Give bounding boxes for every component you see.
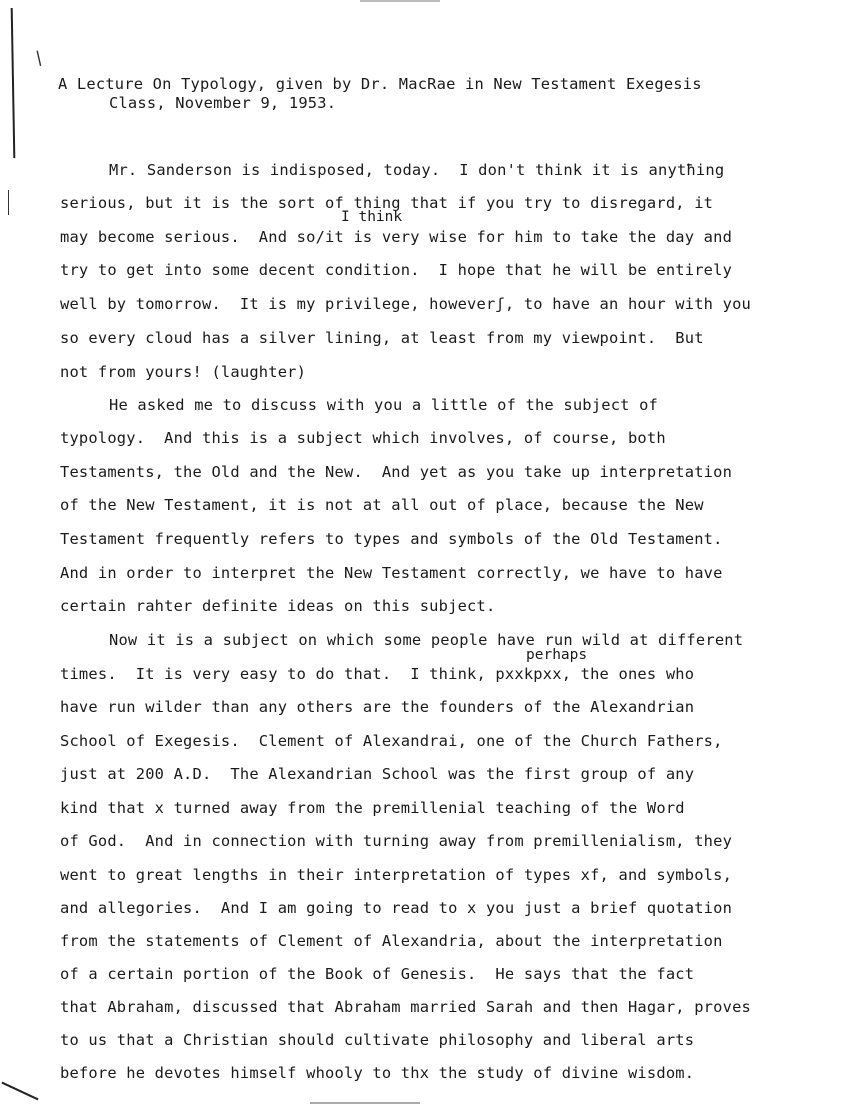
body-line: to us that a Christian should cultivate philosophy and liberal arts [60,1031,695,1049]
pencil-mark: / [31,47,47,70]
lecture-title-line-1: A Lecture On Typology, given by Dr. MacRae in New Testament Exegesis [58,75,702,93]
body-line: from the statements of Clement of Alexandria, about the interpretation [60,932,723,950]
body-line: Mr. Sanderson is indisposed, today. I don't think it is anytħing [109,161,725,179]
body-line: so every cloud has a silver lining, at least from my viewpoint. But [60,329,704,347]
margin-rule [11,8,16,158]
body-line: not from yours! (laughter) [60,363,307,381]
top-smudge [360,0,440,2]
body-line: of a certain portion of the Book of Genesis. He says that the fact [60,965,695,983]
body-line: Testaments, the Old and the New. And yet as you take up interpretation [60,463,733,481]
body-line: that Abraham, discussed that Abraham married Sarah and then Hagar, proves [60,998,752,1016]
body-line: before he devotes himself whooly to thx the study of divine wisdom. [60,1064,695,1082]
body-line: kind that x turned away from the premillenial teaching of the Word [60,799,685,817]
body-line: of God. And in connection with turning away from premillenialism, they [60,832,733,850]
body-line: went to great lengths in their interpretation of types xf, and symbols, [60,866,733,884]
body-line: have run wilder than any others are the founders of the Alexandrian [60,698,695,716]
body-line: serious, but it is the sort of thing that if you try to disregard, it [60,194,714,212]
body-line: certain rahter definite ideas on this subject. [60,597,496,615]
bottom-smudge [310,1102,420,1104]
body-line: well by tomorrow. It is my privilege, howeverʃ, to have an hour with you [60,295,752,313]
lecture-title-line-2: Class, November 9, 1953. [109,94,337,112]
body-line: just at 200 A.D. The Alexandrian School was the first group of any [60,765,695,783]
body-line: Now it is a subject on which some people have run wild at different [109,631,744,649]
corner-mark [1,1082,38,1101]
body-line: Testament frequently refers to types and symbols of the Old Testament. [60,530,723,548]
body-line: times. It is very easy to do that. I think, pxxkpxx, the ones who [60,665,695,683]
body-line: He asked me to discuss with you a little of the subject of [109,396,659,414]
body-line: School of Exegesis. Clement of Alexandrai, one of the Church Fathers, [60,732,723,750]
body-line: typology. And this is a subject which involves, of course, both [60,429,666,447]
body-line: and allegories. And I am going to read to x you just a brief quotation [60,899,733,917]
margin-tick [8,190,9,215]
body-line: of the New Testament, it is not at all out of place, because the New [60,496,704,514]
body-line: may become serious. And so/it is very wise for him to take the day and [60,228,733,246]
body-line: And in order to interpret the New Testament correctly, we have to have [60,564,723,582]
body-line: try to get into some decent condition. I hope that he will be entirely [60,261,733,279]
handwritten-insertion-perhaps: perhaps [526,647,588,663]
handwritten-insertion-i-think: I think [341,209,403,225]
